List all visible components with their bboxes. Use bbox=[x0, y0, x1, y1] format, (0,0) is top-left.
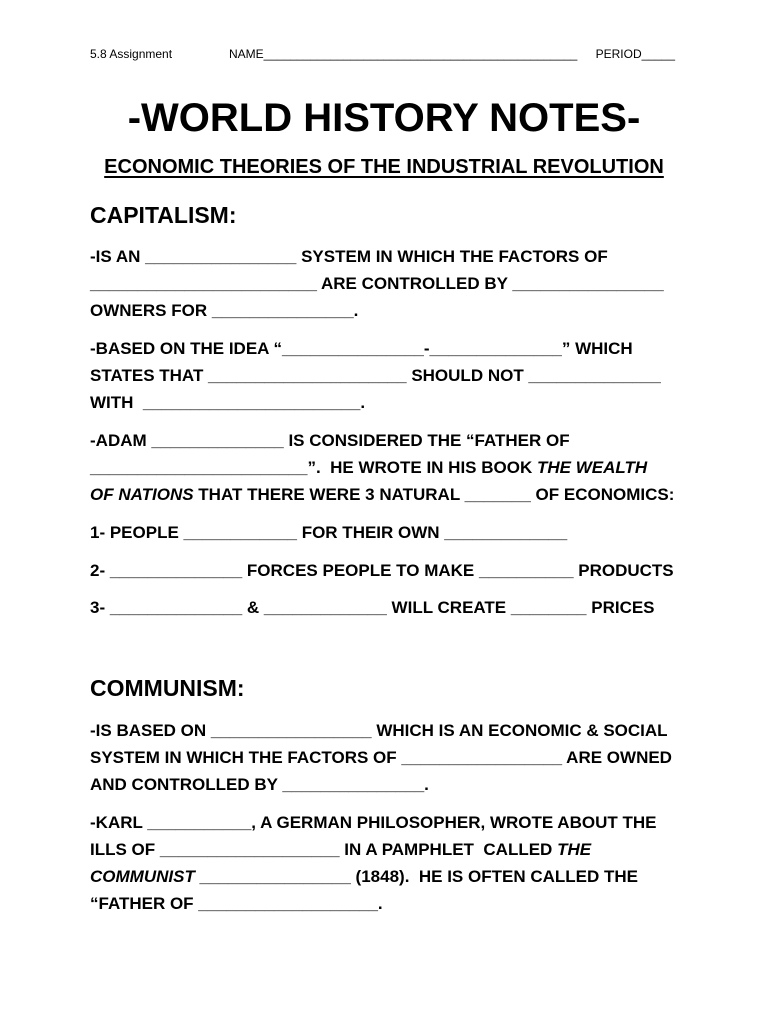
natural-law-2 bbox=[90, 557, 680, 584]
text-line bbox=[90, 836, 680, 863]
capitalism-idea bbox=[90, 335, 680, 416]
text-segment: THAT THERE WERE 3 NATURAL _______ OF ECONOMICS: bbox=[193, 485, 675, 504]
name-field: NAME_______________________________________________ bbox=[229, 47, 578, 61]
text-line: “FATHER OF ___________________. bbox=[90, 894, 383, 913]
text-line: ________________________ ARE CONTROLLED BY ________________ bbox=[90, 274, 664, 293]
communism-heading: COMMUNISM: bbox=[90, 675, 245, 701]
capitalism-definition bbox=[90, 243, 680, 324]
communism-definition bbox=[90, 717, 680, 798]
period-field: PERIOD_____ bbox=[595, 47, 675, 61]
page-title: -WORLD HISTORY NOTES- bbox=[127, 96, 641, 140]
text-line: -KARL ___________, A GERMAN PHILOSOPHER, WROTE ABOUT THE bbox=[90, 813, 657, 832]
text-line: SYSTEM IN WHICH THE FACTORS OF _________________ ARE OWNED bbox=[90, 748, 672, 767]
text-segment: _______________________”. HE WROTE IN HIS BOOK bbox=[90, 458, 537, 477]
book-title-part: THE WEALTH bbox=[536, 458, 648, 477]
pamphlet-title-part: THE bbox=[557, 840, 592, 859]
text-line: WITH _______________________. bbox=[90, 393, 366, 412]
text-segment: ________________ (1848). HE IS OFTEN CALLED THE bbox=[194, 867, 638, 886]
list-item: 1- PEOPLE ____________ FOR THEIR OWN _____________ bbox=[90, 523, 568, 542]
text-line: OWNERS FOR _______________. bbox=[90, 301, 359, 320]
pamphlet-title-part: COMMUNIST bbox=[90, 867, 195, 886]
capitalism-heading: CAPITALISM: bbox=[90, 202, 237, 228]
natural-law-1 bbox=[90, 519, 680, 546]
subtitle-text: ECONOMIC THEORIES OF THE INDUSTRIAL REVOLUTION bbox=[104, 156, 664, 178]
text-line bbox=[90, 454, 680, 481]
natural-law-3 bbox=[90, 594, 680, 621]
list-item: 2- ______________ FORCES PEOPLE TO MAKE __________ PRODUCTS bbox=[90, 561, 674, 580]
text-line: -ADAM ______________ IS CONSIDERED THE “FATHER OF bbox=[90, 431, 570, 450]
book-title-part: OF NATIONS bbox=[90, 485, 194, 504]
text-line: -IS BASED ON _________________ WHICH IS AN ECONOMIC & SOCIAL bbox=[90, 721, 668, 740]
assignment-label: 5.8 Assignment bbox=[90, 47, 173, 61]
list-item: 3- ______________ & _____________ WILL CREATE ________ PRICES bbox=[90, 598, 655, 617]
adam-smith-paragraph bbox=[90, 427, 680, 508]
text-line bbox=[90, 481, 680, 508]
text-line: -IS AN ________________ SYSTEM IN WHICH THE FACTORS OF bbox=[90, 247, 608, 266]
text-line: STATES THAT _____________________ SHOULD NOT ______________ bbox=[90, 366, 661, 385]
karl-marx-paragraph bbox=[90, 809, 680, 917]
text-line bbox=[90, 863, 680, 890]
text-line: AND CONTROLLED BY _______________. bbox=[90, 775, 429, 794]
text-segment: ILLS OF ___________________ IN A PAMPHLET CALLED bbox=[90, 840, 558, 859]
page-subtitle bbox=[0, 156, 768, 179]
text-line: -BASED ON THE IDEA “_______________-______________” WHICH bbox=[90, 339, 633, 358]
